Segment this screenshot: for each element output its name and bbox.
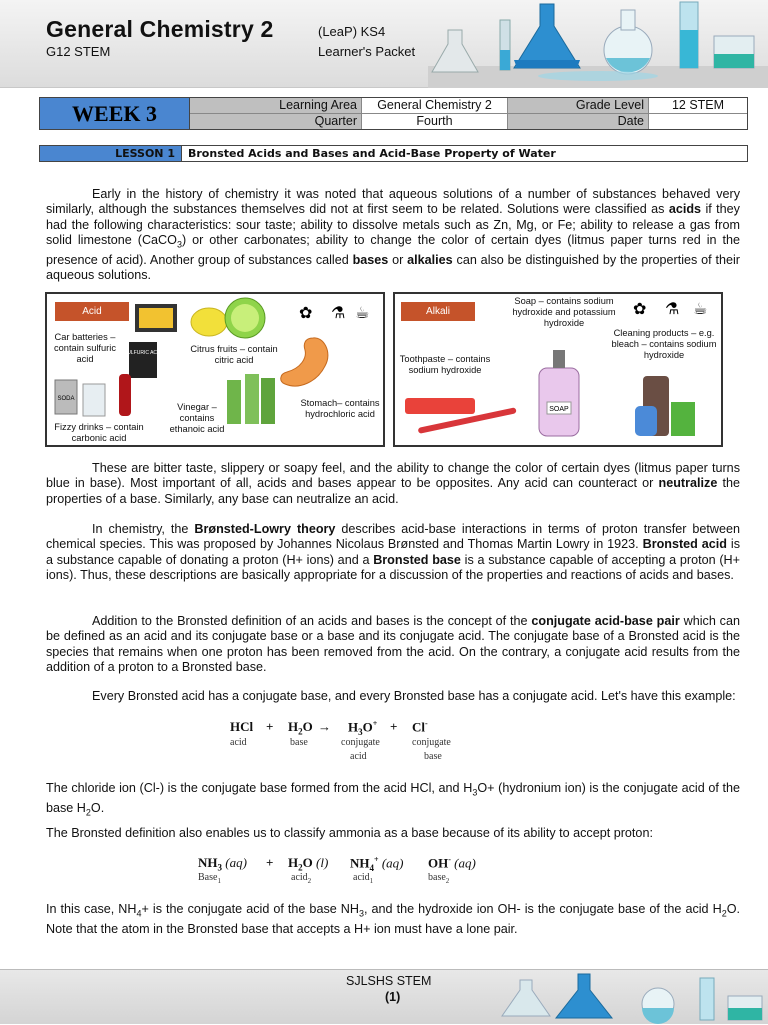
ammonia-paragraph: The Bronsted definition also enables us to classify ammonia as a base because of its ability to accept proton: [46, 826, 653, 840]
learning-area-value: General Chemistry 2 [362, 98, 508, 114]
hcl-water-equation: HCl + $H_2O$ → $H_3O^+$ + Cl- acid base conjugate acid conjugate base [230, 719, 451, 762]
stomach-caption: Stomach– contains hydrochloric acid [300, 398, 380, 419]
page-header [0, 0, 768, 88]
quarter-value: Fourth [362, 114, 508, 130]
soap-bottle-label: SOAP [549, 406, 569, 413]
grade-level-label: Grade Level [508, 98, 649, 114]
acid-examples-image [45, 292, 385, 447]
soap-caption: Soap – contains sodium hydroxide and potassium hydroxide [512, 296, 616, 328]
packet-code: (LeaP) KS4 [318, 24, 386, 39]
learning-area-label: Learning Area [190, 98, 362, 114]
chloride-ion-paragraph: The chloride ion (Cl-) is the conjugate base formed from the acid HCl, and $H_3O+$ (hydronium ion) is the conjugate acid of the base $H_2O$. [46, 781, 741, 818]
citrus-caption: Citrus fruits – contain citric acid [190, 344, 278, 365]
conjugate-pair-paragraph: Addition to the Bronsted definition of an acids and bases is the concept of the conjugate acid-base pair which can be defined as an acid and its conjugate base or a base and its conjugate acid. The conjugate base of a Bronsted acid is the species that remains when one proton has been removed from the acid. On the contrary, a conjugate acid results from the addition of a proton to a Bronsted base. [46, 614, 740, 674]
cleaning-products-caption: Cleaning products – e.g. bleach – contains sodium hydroxide [611, 328, 717, 360]
lone-pair-paragraph: In this case, $NH_4+$ is the conjugate acid of the base $NH_3$, and the hydroxide ion OH- is the conjugate base of the acid $H_2O$. Note that the atom in the Bronsted base that accepts a H+ ion must have a lone pair. [46, 902, 740, 936]
packet-subtitle: G12 STEM [46, 44, 111, 59]
lesson-title: Bronsted Acids and Bases and Acid-Base Property of Water [188, 147, 556, 160]
svg-text:☕: ☕ [693, 299, 708, 318]
lesson-bar [39, 145, 748, 162]
vinegar-caption: Vinegar – contains ethanoic acid [169, 402, 225, 434]
packet-title: General Chemistry 2 [46, 16, 274, 42]
footer-glassware-illustration [438, 970, 768, 1025]
car-batteries-caption: Car batteries – contain sulfuric acid [53, 332, 116, 364]
packet-type: Learner's Packet [318, 44, 416, 59]
example-intro-paragraph: Every Bronsted acid has a conjugate base, and every Bronsted base has a conjugate acid. Let's have this example: [92, 689, 736, 703]
date-label: Date [508, 114, 649, 130]
alkali-tag: Alkali [401, 302, 475, 321]
week-label: WEEK 3 [40, 98, 190, 129]
svg-text:⚗: ⚗ [665, 299, 680, 318]
svg-text:✿: ✿ [633, 299, 647, 318]
fizzy-drinks-caption: Fizzy drinks – contain carbonic acid [54, 422, 144, 443]
svg-text:⚗: ⚗ [331, 303, 346, 322]
footer-school: SJLSHS STEM [346, 974, 432, 988]
alkali-examples-image [393, 292, 723, 447]
page-number: (1) [385, 990, 401, 1004]
ammonia-water-equation: $NH_3$ (aq) + $H_2O$ (l) $NH_4^+$ (aq) OH- (aq) Base$_1$ acid$_2$ acid$_1$ base$_2$ [198, 855, 476, 885]
bronsted-lowry-paragraph: In chemistry, the Brønsted-Lowry theory describes acid-base interactions in terms of proton transfer between chemical species. This was proposed by Johannes Nicolaus Brønsted and Thomas Martin Lowry in 1923. Bronsted acid is a substance capable of donating a proton (H+ ions) and a Bronsted base is a substance capable of accepting a proton (H+ ions). Thus, these descriptions are basically appropriate for a discussion of the properties and reactions of acids and bases. [46, 522, 741, 582]
intro-paragraph: Early in the history of chemistry it was noted that aqueous solutions of a number of substances behaved very similarly, although the substances themselves did not at first seem to be related. Solutions were classified as acids if they had the following characteristics: sour taste; ability to dissolve metals such as Zn, Mg, or Fe; ability to release a gas from solid limestone (CaCO$_3$) or other carbonates; ability to change the color of certain dyes (litmus paper turns red in the presence of acid). Another group of substances called bases or alkalies can also be distinguished by the properties of their aqueous solutions. [46, 187, 740, 282]
week-info-table [39, 97, 748, 130]
acid-tag: Acid [55, 302, 129, 321]
grade-level-value: 12 STEM [649, 98, 747, 114]
lesson-number: LESSON 1 [40, 146, 182, 161]
toothpaste-caption: Toothpaste – contains sodium hydroxide [399, 354, 491, 375]
quarter-label: Quarter [190, 114, 362, 130]
battery-box-label: SULFURIC ACID [123, 350, 163, 356]
page-footer [0, 969, 768, 1024]
lab-glassware-illustration [428, 0, 768, 88]
bases-paragraph: These are bitter taste, slippery or soapy feel, and the ability to change the color of certain dyes (litmus paper turns blue in base). Most important of all, acids and bases appear to be opposites. Any acid can counteract or neutralize the properties of a base. Similarly, any base can neutralize an acid. [46, 461, 740, 506]
soda-can-label: SODA [57, 396, 75, 402]
week-meta-grid [190, 98, 747, 129]
date-value [649, 114, 747, 130]
svg-text:✿: ✿ [299, 303, 313, 322]
svg-text:☕: ☕ [355, 303, 370, 322]
